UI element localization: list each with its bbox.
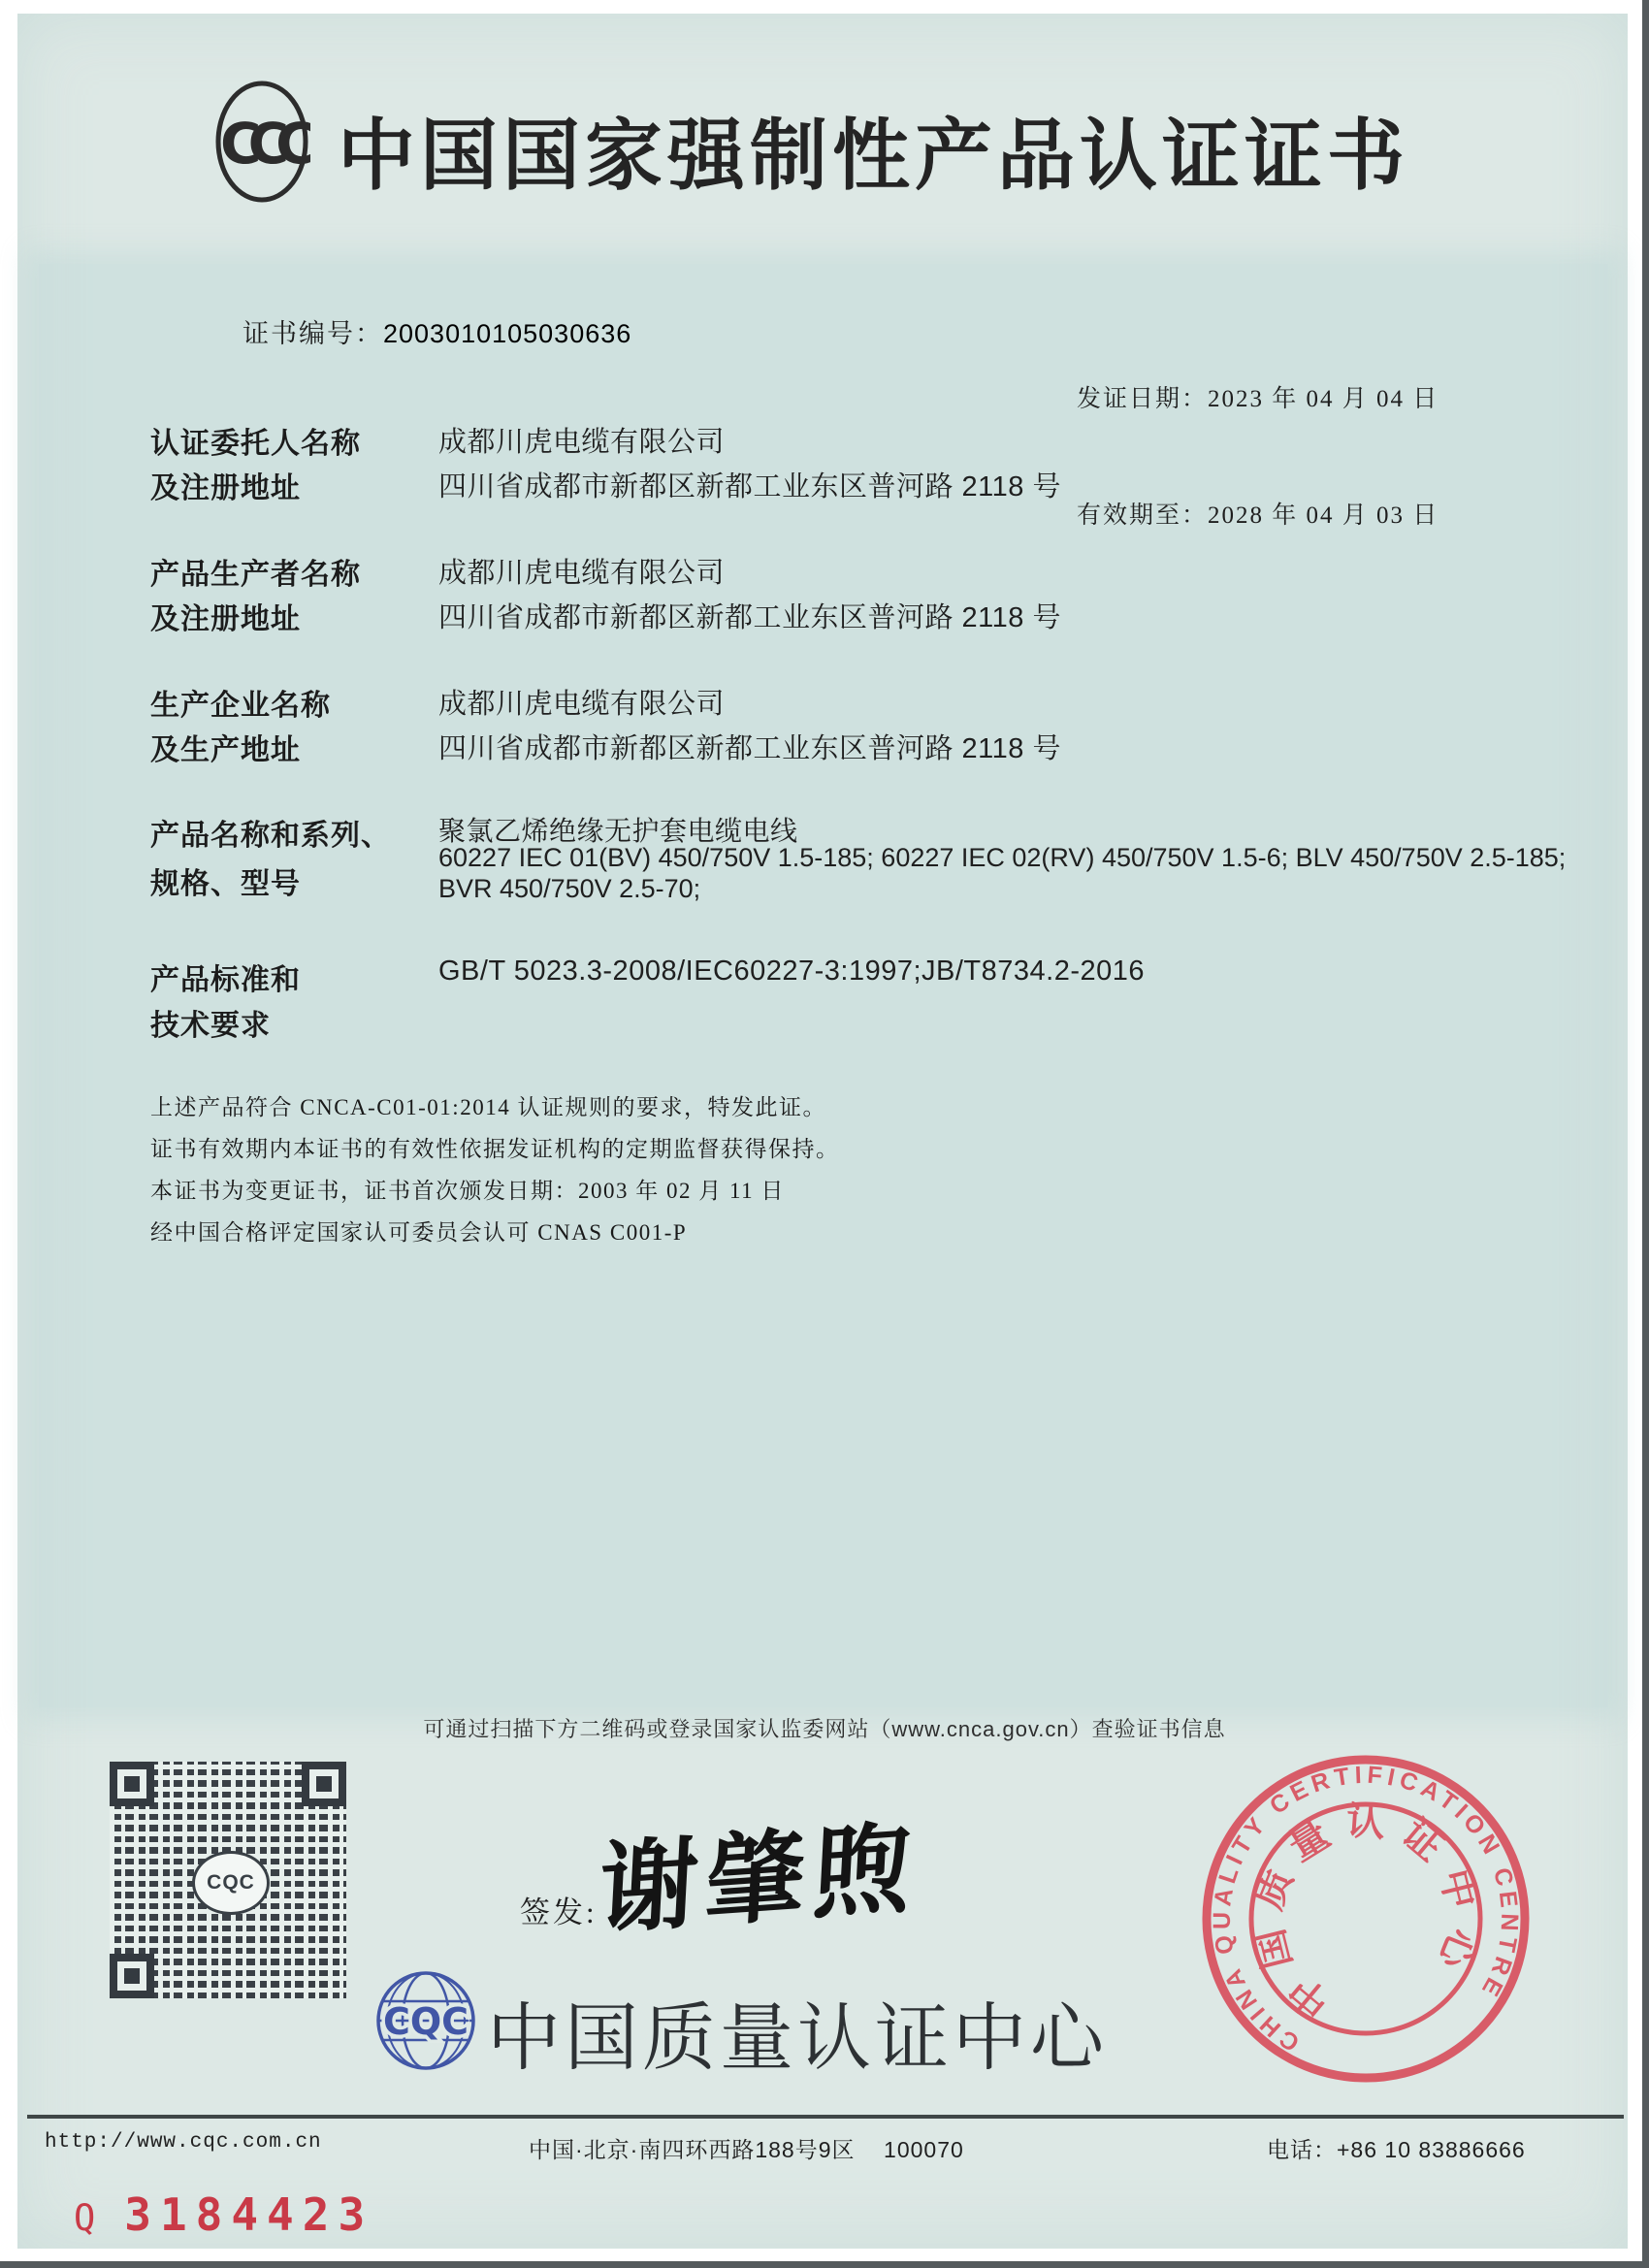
manufacturer-address-label: 及生产地址 xyxy=(150,734,301,766)
applicant-name-value: 成都川虎电缆有限公司 xyxy=(438,427,726,458)
certificate-number-value: 2003010105030636 xyxy=(383,319,632,348)
manufacturer-name-label: 生产企业名称 xyxy=(150,690,331,722)
svg-text:CQC: CQC xyxy=(382,2000,469,2043)
standards-value: GB/T 5023.3-2008/IEC60227-3:1997;JB/T8734.2-2016 xyxy=(438,956,1146,987)
manufacturer-address-value: 四川省成都市新都区新都工业东区普河路 2118 号 xyxy=(438,733,1061,764)
statement-line-1: 上述产品符合 CNCA-C01-01:2014 认证规则的要求，特发此证。 xyxy=(150,1095,826,1119)
certificate-number-label: 证书编号： xyxy=(242,319,383,348)
statement-line-4: 经中国合格评定国家认可委员会认可 CNAS C001-P xyxy=(150,1220,688,1245)
qr-finder-icon xyxy=(302,1762,346,1806)
statement-line-3: 本证书为变更证书，证书首次颁发日期：2003 年 02 月 11 日 xyxy=(150,1179,785,1203)
serial-number xyxy=(74,2188,373,2241)
footer-phone: 电话：+86 10 83886666 xyxy=(1267,2137,1526,2162)
issue-date-value: 2023 年 04 月 04 日 xyxy=(1208,386,1439,412)
product-name-label: 产品名称和系列、 xyxy=(150,820,391,852)
statement-line-2: 证书有效期内本证书的有效性依据发证机构的定期监督获得保持。 xyxy=(150,1137,840,1161)
producer-address-label: 及注册地址 xyxy=(150,603,301,635)
issue-date-row xyxy=(1077,380,1439,419)
standards-label-line2: 技术要求 xyxy=(150,1010,271,1042)
footer-rule xyxy=(27,2115,1624,2119)
product-spec-label: 规格、型号 xyxy=(150,868,301,900)
product-spec-line1: 60227 IEC 01(BV) 450/750V 1.5-185; 60227 IEC 02(RV) 450/750V 1.5-6; BLV 450/750V 2.5-185; xyxy=(438,843,1567,872)
footer-website: http://www.cqc.com.cn xyxy=(45,2131,322,2154)
qr-center-cqc-text: CQC xyxy=(207,1871,255,1894)
expiry-date-row xyxy=(1077,497,1439,535)
issue-date-label: 发证日期： xyxy=(1077,386,1209,412)
serial-digits: 3184423 xyxy=(124,2188,374,2241)
qr-code xyxy=(110,1762,346,1998)
stamp-center-text: 中国质量认证中心 xyxy=(1245,1799,1486,2026)
signature-handwriting: 谢肇煦 xyxy=(596,1809,922,1949)
standards-label-line1: 产品标准和 xyxy=(150,964,301,996)
qr-center-cqc-logo-icon xyxy=(192,1851,270,1915)
scan-edge-bottom xyxy=(0,2261,1649,2268)
issuer-stamp-icon xyxy=(1198,1751,1534,2087)
issuer-name: 中国质量认证中心 xyxy=(487,1997,1108,2080)
applicant-address-value: 四川省成都市新都区新都工业东区普河路 2118 号 xyxy=(438,471,1061,502)
ccc-logo-icon xyxy=(213,78,310,206)
expiry-date-value: 2028 年 04 月 03 日 xyxy=(1208,502,1439,529)
footer-address: 中国·北京·南四环西路188号9区 100070 xyxy=(529,2137,964,2162)
date-block xyxy=(1077,303,1439,613)
svg-text:CCC: CCC xyxy=(220,111,304,177)
certificate-title: 中国国家强制性产品认证证书 xyxy=(338,113,1409,199)
product-name-value: 聚氯乙烯绝缘无护套电缆电线 xyxy=(438,816,798,846)
manufacturer-name-value: 成都川虎电缆有限公司 xyxy=(438,689,726,720)
producer-address-value: 四川省成都市新都区新都工业东区普河路 2118 号 xyxy=(438,602,1061,633)
scan-edge-right xyxy=(1642,0,1649,2268)
applicant-address-label: 及注册地址 xyxy=(150,472,301,504)
applicant-name-label: 认证委托人名称 xyxy=(150,428,361,460)
sign-label: 签发: xyxy=(520,1895,598,1929)
qr-finder-icon xyxy=(110,1954,154,1998)
serial-prefix: Q xyxy=(74,2197,96,2239)
qr-note: 可通过扫描下方二维码或登录国家认监委网站（www.cnca.gov.cn）查验证书信息 xyxy=(423,1717,1226,1741)
cqc-globe-icon xyxy=(374,1969,477,2072)
stamp-ring-text: CHINA QUALITY CERTIFICATION CENTRE xyxy=(1208,1761,1524,2057)
producer-name-value: 成都川虎电缆有限公司 xyxy=(438,558,726,589)
qr-finder-icon xyxy=(110,1762,154,1806)
product-spec-line2: BVR 450/750V 2.5-70; xyxy=(438,874,701,903)
certificate-number-row xyxy=(242,312,631,350)
expiry-date-label: 有效期至： xyxy=(1077,502,1209,529)
producer-name-label: 产品生产者名称 xyxy=(150,559,361,591)
